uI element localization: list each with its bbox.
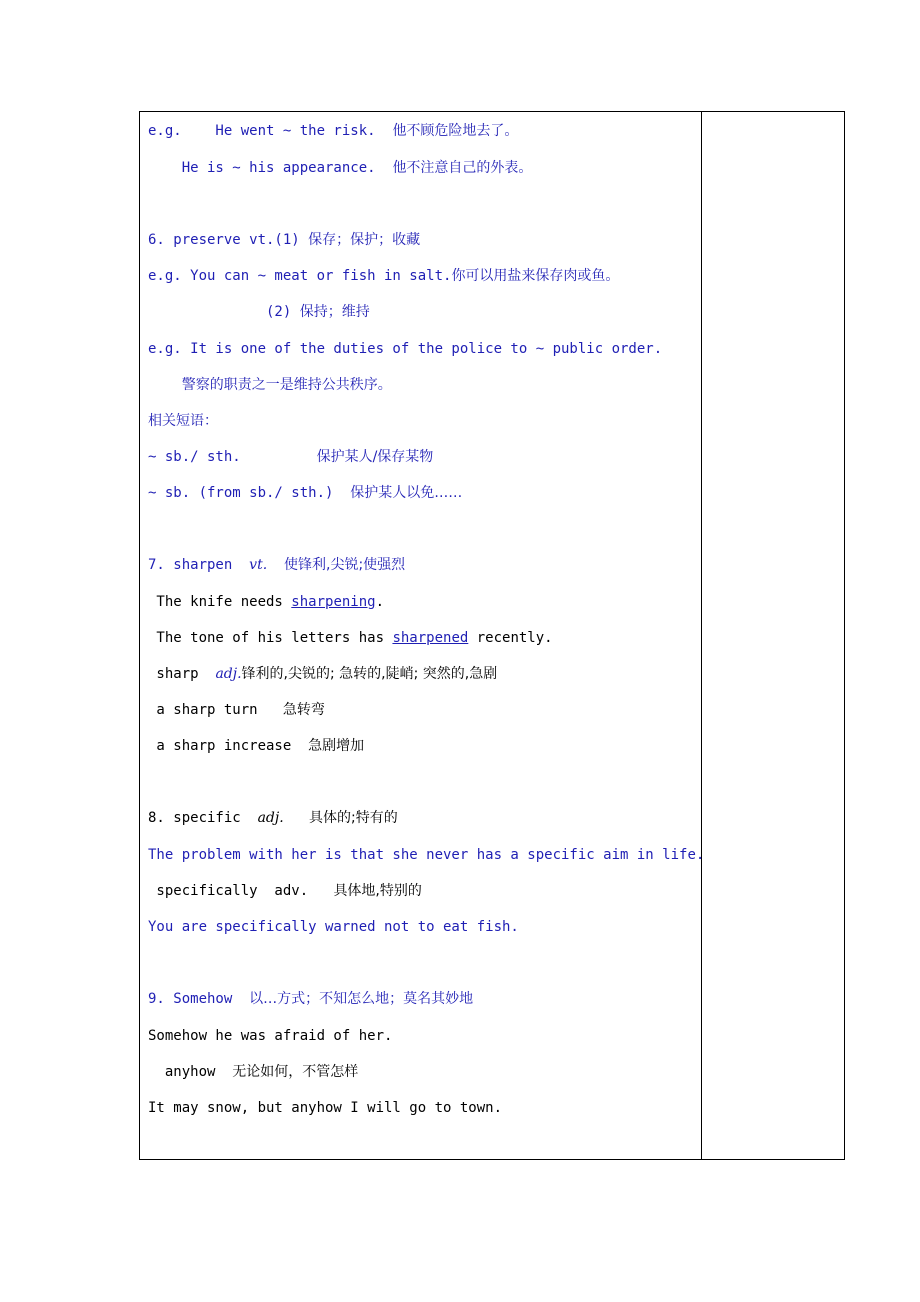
text-line: You are specifically warned not to eat fish. bbox=[148, 919, 519, 935]
text-line: sharp adj.锋利的,尖锐的; 急转的,陡峭; 突然的,急剧 bbox=[148, 666, 498, 682]
text-line: e.g. It is one of the duties of the police to ~ public order. bbox=[148, 341, 663, 357]
text-line: specifically adv. 具体地,特别的 bbox=[148, 883, 422, 899]
vocab-table bbox=[139, 111, 845, 1160]
column-divider bbox=[701, 112, 702, 1159]
text-line: The tone of his letters has sharpened recently. bbox=[148, 630, 553, 646]
text-line: (2) 保持；维持 bbox=[148, 304, 370, 320]
entry-heading: 8. specific adj. 具体的;特有的 bbox=[148, 810, 398, 826]
text-line: a sharp turn 急转弯 bbox=[148, 702, 325, 718]
text-line: It may snow, but anyhow I will go to town. bbox=[148, 1100, 503, 1116]
text-line: 警察的职责之一是维持公共秩序。 bbox=[181, 377, 392, 393]
text-line: e.g. You can ~ meat or fish in salt.你可以用盐来保存肉或鱼。 bbox=[148, 268, 620, 284]
text-line: Somehow he was afraid of her. bbox=[148, 1028, 393, 1044]
section-label: 相关短语： bbox=[148, 413, 218, 429]
text-line: The knife needs sharpening. bbox=[148, 594, 385, 610]
entry-heading: 9. Somehow 以…方式；不知怎么地；莫名其妙地 bbox=[148, 991, 474, 1007]
text-line: e.g. He went ~ the risk. 他不顾危险地去了。 bbox=[148, 123, 519, 139]
entry-heading: 6. preserve vt.(1) 保存；保护；收藏 bbox=[148, 232, 421, 248]
text-line: The problem with her is that she never has a specific aim in life. bbox=[148, 847, 705, 863]
text-line: a sharp increase 急剧增加 bbox=[148, 738, 365, 754]
text-line: ~ sb./ sth. 保护某人/保存某物 bbox=[148, 449, 434, 465]
text-line: ~ sb. (from sb./ sth.) 保护某人以免…… bbox=[148, 485, 463, 501]
entry-heading: 7. sharpen vt. 使锋利,尖锐;使强烈 bbox=[148, 557, 406, 573]
text-line: He is ~ his appearance. 他不注意自己的外表。 bbox=[148, 160, 533, 176]
text-line: anyhow 无论如何，不管怎样 bbox=[148, 1064, 359, 1080]
